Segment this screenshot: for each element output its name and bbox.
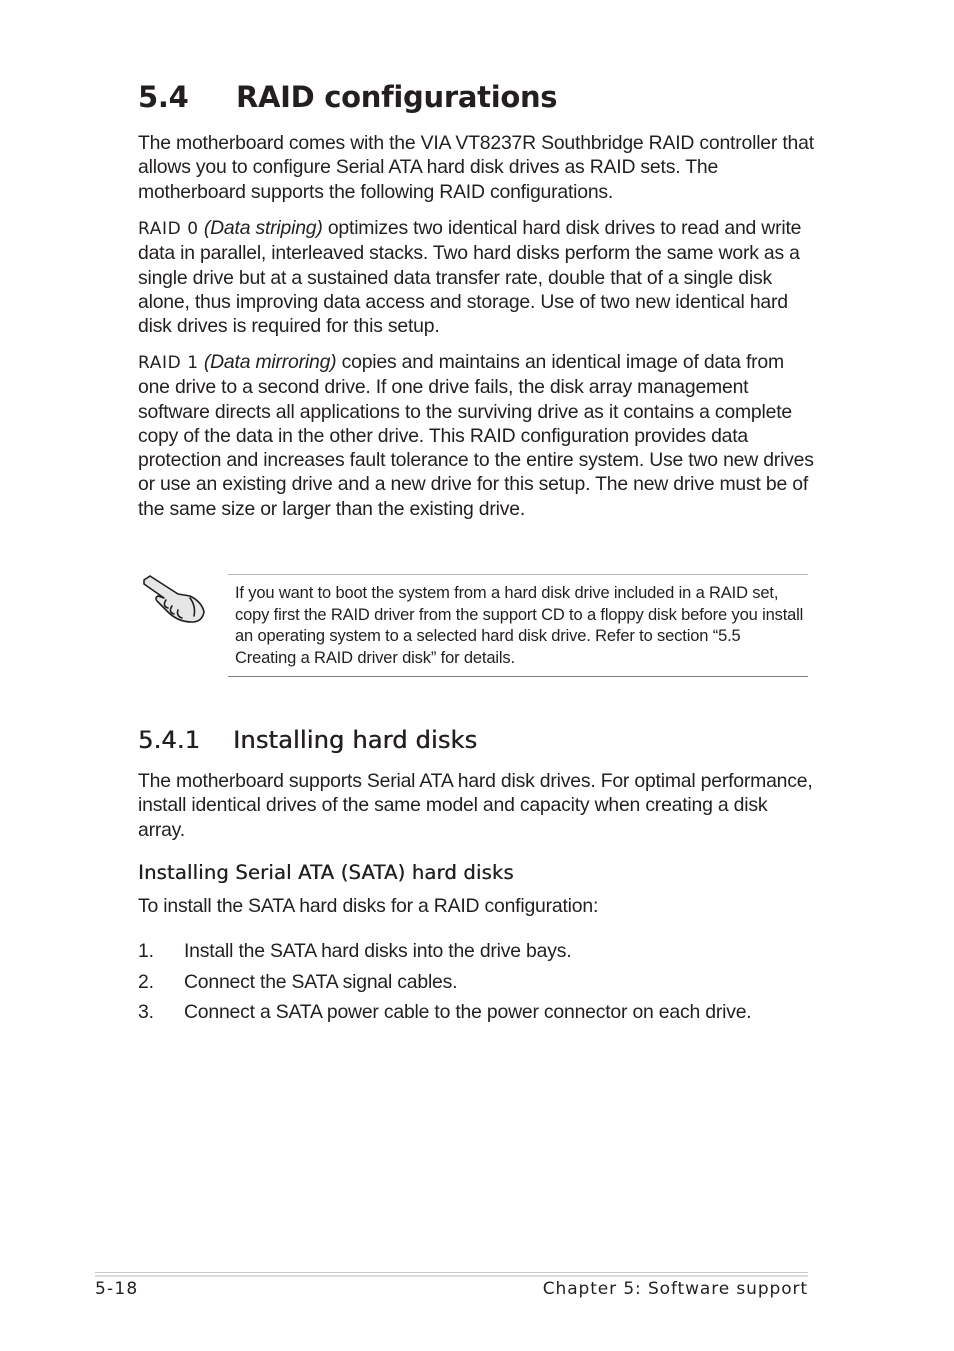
intro-paragraph: The motherboard comes with the VIA VT8237R Southbridge RAID controller that allows you to configure Serial ATA hard disk drives as RAID sets. The motherboard supports the following RAID configurations. <box>138 132 814 203</box>
subsection-intro: The motherboard supports Serial ATA hard disk drives. For optimal performance, install identical drives of the same model and capacity when creating a disk array. <box>138 770 813 841</box>
raid1-paragraph <box>138 350 818 521</box>
footer-rule-shadow <box>95 1275 808 1277</box>
step-number: 3. <box>138 1001 154 1023</box>
page-number: 5-18 <box>95 1279 139 1299</box>
step-number: 2. <box>138 970 154 993</box>
section-title: RAID configurations <box>236 80 558 114</box>
subsection-heading <box>138 726 477 754</box>
step-text: Connect a SATA power cable to the power connector on each drive. <box>184 1001 752 1023</box>
install-step <box>138 967 751 998</box>
sata-lead: To install the SATA hard disks for a RAID configuration: <box>138 895 599 917</box>
note-bottom-rule <box>228 676 808 677</box>
subsection-number: 5.4.1 <box>138 726 201 754</box>
raid0-term: (Data striping) <box>203 217 323 239</box>
raid0-description: optimizes two identical hard disk drives to read and write data in parallel, interleaved stacks. Two hard disks perform the same work as a single drive but at a sustained data transfer rate, double that of a single disk alone, thus improving data access and storage. Use of two new identical hard disk drives is required for this setup. <box>138 217 802 338</box>
footer-rule <box>95 1272 808 1273</box>
section-heading <box>138 80 557 114</box>
section-number: 5.4 <box>138 80 189 114</box>
raid1-term: (Data mirroring) <box>203 351 337 373</box>
raid1-description: copies and maintains an identical image of data from one drive to a second drive. If one drive fails, the disk array management software directs all applications to the surviving drive as it contains a complete copy of the data in the other drive. This RAID configuration provides data protection and increases fault tolerance to the entire system. Use two new drives or use an existing drive and a new drive for this setup. The new drive must be of the same size or larger than the existing drive. <box>138 351 814 520</box>
install-steps <box>138 936 751 1028</box>
install-step <box>138 936 751 967</box>
step-number: 1. <box>138 940 154 962</box>
step-text: Install the SATA hard disks into the drive bays. <box>184 940 572 962</box>
note-top-rule <box>228 574 808 575</box>
subsection-title: Installing hard disks <box>233 726 478 754</box>
raid1-label: RAID 1 <box>138 353 199 373</box>
raid0-label: RAID 0 <box>138 219 199 239</box>
raid0-paragraph <box>138 216 818 338</box>
pointing-hand-icon <box>138 572 208 624</box>
install-step <box>138 997 751 1028</box>
note-text: If you want to boot the system from a hard disk drive included in a RAID set, copy first the RAID driver from the support CD to a floppy disk before you install an operating system to a selected hard disk drive. Refer to section “5.5 Creating a RAID driver disk” for details. <box>235 584 804 667</box>
sata-heading: Installing Serial ATA (SATA) hard disks <box>138 861 514 884</box>
chapter-title: Chapter 5: Software support <box>542 1279 808 1299</box>
note-callout <box>138 568 810 680</box>
step-text: Connect the SATA signal cables. <box>184 970 458 993</box>
